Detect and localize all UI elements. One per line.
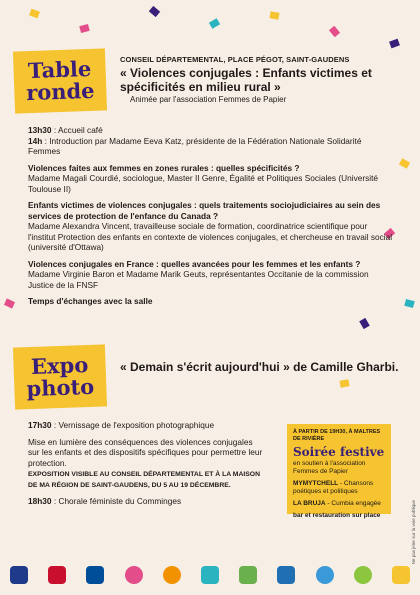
vernissage-time: 17h30 (28, 420, 52, 430)
logo-icon (48, 566, 66, 584)
partner-logo (201, 566, 219, 584)
confetti (149, 6, 160, 17)
animated-by: Animée par l'association Femmes de Papier (130, 95, 287, 104)
confetti (329, 26, 340, 37)
act-name: MYMYTCHELL (293, 480, 339, 487)
program-text: Madame Magali Courdié, sociologue, Master II Genre, Égalité et Politiques Sociales (Université Toulouse II) (28, 173, 379, 194)
program-heading: Violences conjugales en France : quelles avancées pour les femmes et les enfants ? (28, 258, 361, 269)
logo-icon (392, 566, 410, 584)
program-item (28, 125, 396, 157)
soiree-act (293, 500, 385, 508)
program-item (28, 296, 396, 307)
visible-info: EXPOSITION VISIBLE AU CONSEIL DÉPARTEMENTAL ET À LA MAISON DE MA RÉGION DE SAINT-GAUDENS, DU 5 AU 19 DÉCEMBRE. (28, 471, 260, 489)
logo-icon (354, 566, 372, 584)
act-name: LA BRUJA (293, 500, 326, 507)
confetti (399, 158, 410, 169)
partner-logo (163, 566, 181, 584)
partner-logo (10, 566, 28, 584)
program-item (28, 163, 396, 195)
partner-logo (277, 566, 295, 584)
vernissage-text: : Vernissage de l'exposition photographique (51, 420, 215, 430)
soiree-title: Soirée festive (293, 445, 385, 459)
partner-logo (239, 566, 257, 584)
partner-logo (392, 566, 410, 584)
page-title: « Violences conjugales : Enfants victimes et spécificités en milieu rural » (120, 66, 372, 94)
logo-icon (10, 566, 28, 584)
badge-line: Expo (30, 352, 89, 379)
partner-logo (125, 566, 143, 584)
logo-icon (125, 566, 143, 584)
partner-logos (10, 560, 410, 590)
confetti (29, 9, 40, 19)
partner-logo (316, 566, 334, 584)
soiree-bar (293, 512, 385, 520)
confetti (4, 298, 15, 308)
program-text: : Accueil café (51, 125, 103, 135)
program-time: 13h30 (28, 125, 52, 135)
table-ronde-header (120, 55, 400, 104)
partner-logo (354, 566, 372, 584)
program-item (28, 200, 396, 253)
program-text: Madame Virginie Baron et Madame Marik Geuts, représentantes Occitanie de la commission Justice de la FNSF (28, 269, 369, 290)
partner-logo (48, 566, 66, 584)
program-text: : Introduction par Madame Eeva Katz, présidente de la Fédération Nationale Solidarité Femmes (28, 135, 362, 156)
confetti (79, 24, 90, 33)
program-list (28, 125, 396, 313)
chorale (28, 496, 263, 507)
confetti (404, 299, 415, 308)
confetti (209, 18, 220, 29)
logo-icon (86, 566, 104, 584)
venue: CONSEIL DÉPARTEMENTAL, PLACE PÉGOT, SAINT-GAUDENS (120, 55, 350, 64)
soiree-pre: À PARTIR DE 19H30, À MALTRES DE RIVIÈRE (293, 429, 381, 442)
vernissage (28, 420, 263, 431)
description-text: Mise en lumière des conséquences des violences conjugales sur les enfants et des dispositifs spécifiques pour permettre leur protection. (28, 436, 263, 468)
badge-line: ronde (25, 77, 95, 106)
program-text: Madame Alexandra Vincent, travailleuse sociale de formation, coordinatrice scientifique pour l'institut Protection des enfants en contexte de violences conjugales, et chercheuse en travail social (université d'Ottawa) (28, 221, 393, 252)
logo-icon (163, 566, 181, 584)
confetti (339, 379, 349, 387)
program-heading: Violences faites aux femmes en zones rurales : quelles spécificités ? (28, 162, 300, 173)
chorale-time: 18h30 (28, 496, 52, 506)
table-ronde-badge (13, 48, 107, 113)
bar-text: bar et restauration sur place (293, 512, 381, 519)
act-text: - Cumbia engagée (325, 500, 381, 507)
soiree-support: en soutien à l'association Femmes de Papier (293, 460, 366, 475)
soiree-act (293, 480, 385, 496)
logo-icon (316, 566, 334, 584)
expo-body (28, 420, 263, 513)
logo-icon (277, 566, 295, 584)
program-time: 14h (28, 135, 43, 146)
soiree-box (287, 424, 391, 519)
partner-logo (86, 566, 104, 584)
badge-line: photo (26, 373, 95, 402)
badge-line: Table (27, 55, 92, 84)
expo-title: « Demain s'écrit aujourd'hui » de Camille Gharbi. (120, 360, 399, 374)
side-note: Ne pas jeter sur la voie publique (411, 500, 416, 565)
logo-icon (239, 566, 257, 584)
expo-description (28, 437, 263, 491)
program-heading: Temps d'échanges avec la salle (28, 296, 153, 306)
program-item (28, 259, 396, 291)
logo-icon (201, 566, 219, 584)
program-heading: Enfants victimes de violences conjugales : quels traitements sociojudiciaires au sein des services de protection de l'enfance du Canada ? (28, 200, 381, 221)
confetti (359, 318, 370, 329)
act-text: - Chansons poétiques et politiques (293, 480, 374, 495)
confetti (269, 11, 279, 19)
expo-photo-badge (13, 344, 107, 409)
confetti (389, 39, 400, 49)
chorale-text: : Chorale féministe du Comminges (51, 496, 182, 506)
